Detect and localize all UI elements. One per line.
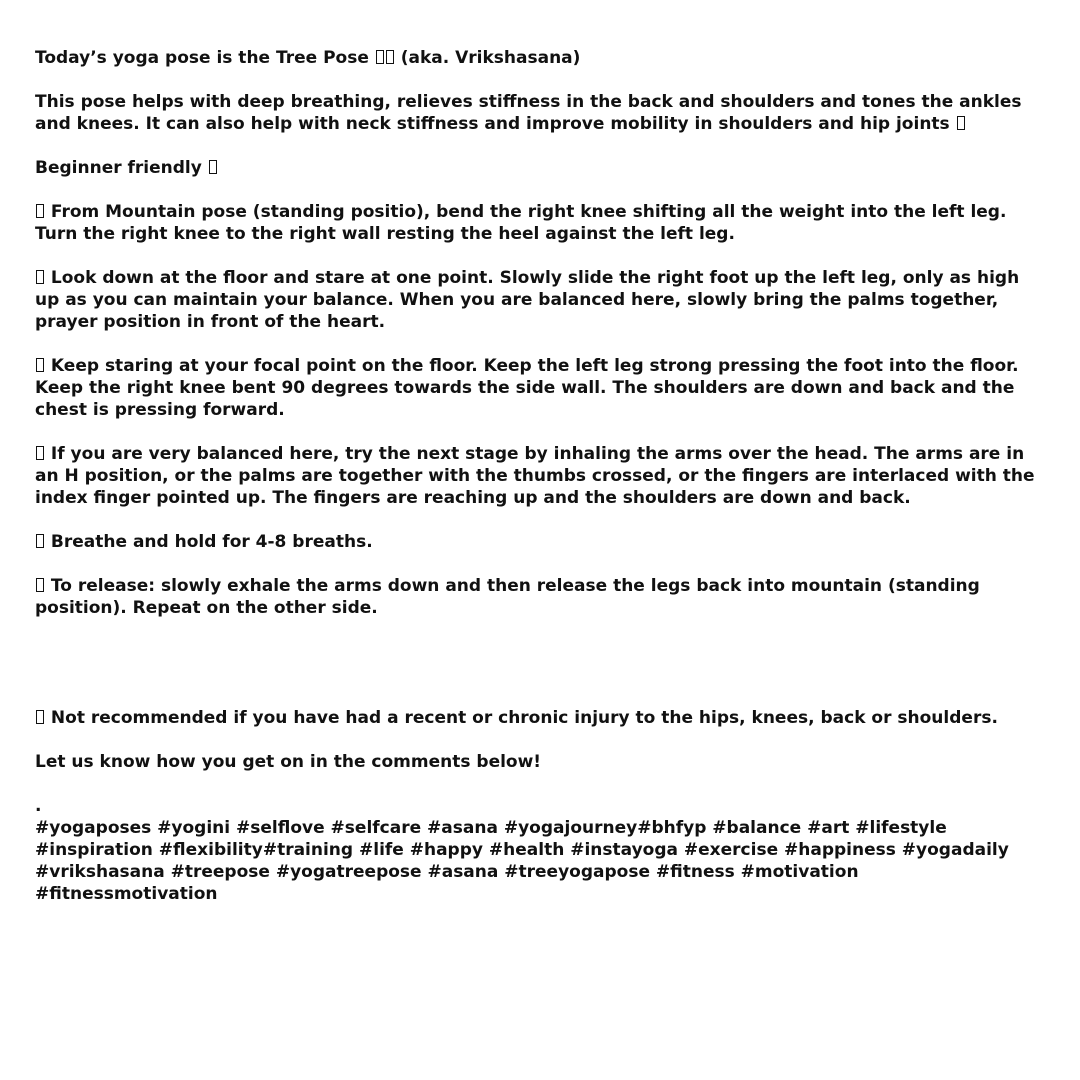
tofu-box-icon: [36, 446, 44, 460]
level-text: Beginner friendly: [35, 158, 208, 178]
separator-text: .: [35, 796, 42, 816]
post-title: [35, 47, 1045, 69]
step-paragraph: [35, 267, 1045, 333]
tofu-box-icon: [36, 710, 44, 724]
step-paragraph: [35, 575, 1045, 619]
tofu-box-icon: [209, 160, 217, 174]
tofu-box-icon: [386, 50, 394, 64]
warning-text: Not recommended if you have had a recent or chronic injury to the hips, knees, back or shoulders.: [50, 708, 998, 728]
step-text: Breathe and hold for 4-8 breaths.: [50, 532, 373, 552]
call-to-action: [35, 751, 1045, 773]
tofu-box-icon: [957, 116, 965, 130]
step-text: Keep staring at your focal point on the floor. Keep the left leg strong pressing the foot into the floor. Keep the right knee bent 90 degrees towards the side wall. The shoulders are down and back and the chest is pressing forward.: [35, 356, 1019, 420]
step-paragraph: [35, 201, 1045, 245]
separator-dot: [35, 795, 1045, 817]
post-title-text: Today’s yoga pose is the Tree Pose: [35, 48, 375, 68]
cta-text: Let us know how you get on in the comments below!: [35, 752, 542, 772]
yoga-post-caption: [35, 47, 1045, 927]
step-paragraph: [35, 443, 1045, 509]
tofu-box-icon: [36, 534, 44, 548]
tofu-box-icon: [376, 50, 384, 64]
intro-paragraph: [35, 91, 1045, 135]
step-paragraph: [35, 531, 1045, 553]
level-line: [35, 157, 1045, 179]
hashtag-block: [35, 817, 1045, 905]
tofu-box-icon: [36, 270, 44, 284]
step-text: To release: slowly exhale the arms down and then release the legs back into mountain (standing position). Repeat on the other side.: [35, 576, 980, 618]
intro-text: This pose helps with deep breathing, relieves stiffness in the back and shoulders and tones the ankles and knees. It can also help with neck stiffness and improve mobility in shoulders and hip joints: [35, 92, 1022, 134]
step-text: If you are very balanced here, try the next stage by inhaling the arms over the head. The arms are in an H position, or the palms are together with the thumbs crossed, or the fingers are interlaced with the index finger pointed up. The fingers are reaching up and the shoulders are down and back.: [35, 444, 1035, 508]
step-text: From Mountain pose (standing positio), bend the right knee shifting all the weight into the left leg. Turn the right knee to the right wall resting the heel against the left leg.: [35, 202, 1007, 244]
hashtags-text: #yogaposes #yogini #selflove #selfcare #asana #yogajourney#bhfyp #balance #art #lifestyle #inspiration #flexibility#training #life #happy #health #instayoga #exercise #happiness #yogadaily #vrikshasana #treepose #yogatreepose #asana #treeyogapose #fitness #motivation #fitnessmotivation: [35, 818, 1009, 904]
tofu-box-icon: [36, 578, 44, 592]
warning-paragraph: [35, 707, 1045, 729]
step-text: Look down at the floor and stare at one point. Slowly slide the right foot up the left leg, only as high up as you can maintain your balance. When you are balanced here, slowly bring the palms together, prayer position in front of the heart.: [35, 268, 1020, 332]
tofu-box-icon: [36, 204, 44, 218]
step-paragraph: [35, 355, 1045, 421]
tofu-box-icon: [36, 358, 44, 372]
post-title-suffix: (aka. Vrikshasana): [394, 48, 581, 68]
